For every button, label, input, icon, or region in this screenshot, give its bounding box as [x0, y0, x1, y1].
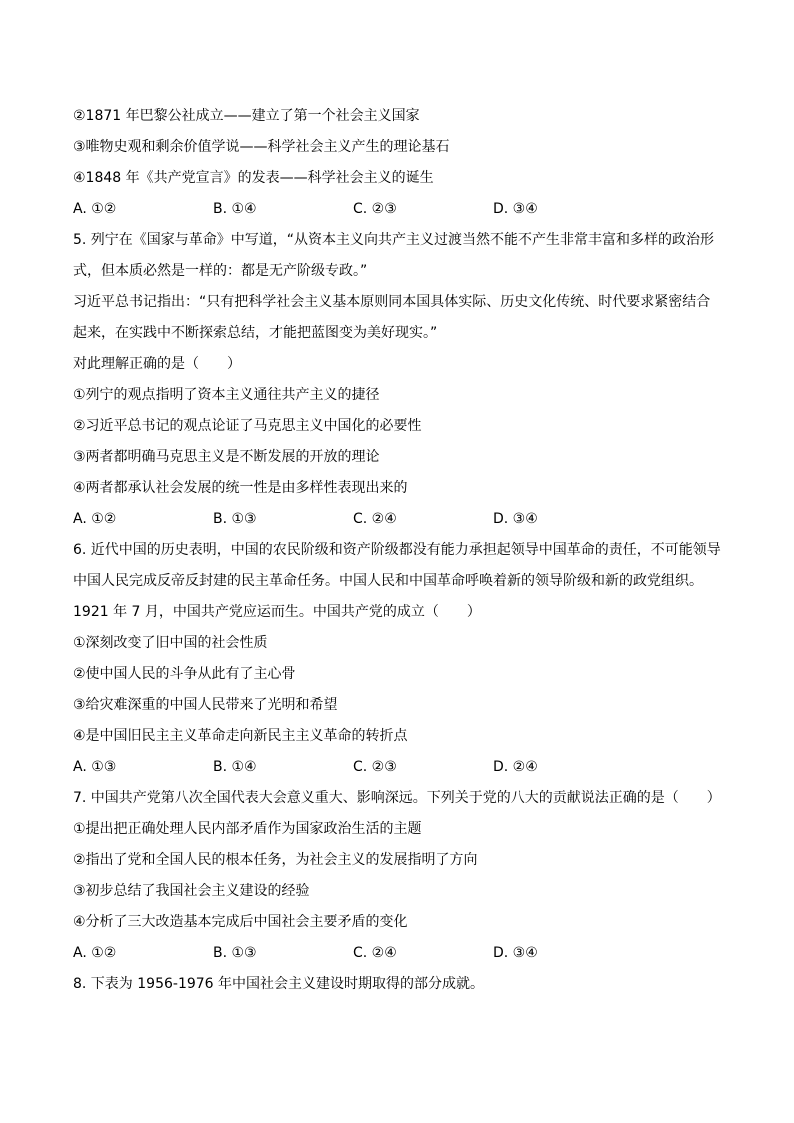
question-6-stem: 6. 近代中国的历史表明，中国的农民阶级和资产阶级都没有能力承担起领导中国革命的责任，不可能领导: [73, 542, 721, 558]
text-line: 中国人民完成反帝反封建的民主革命任务。中国人民和中国革命呼唤着新的领导阶级和新的政党组织。: [73, 573, 703, 589]
question-5-stem: 5. 列宁在《国家与革命》中写道，“从资本主义向共产主义过渡当然不能不产生非常丰富和多样的政治形: [73, 232, 715, 248]
option-b: B. ①④: [213, 759, 257, 775]
statement-2: ②指出了党和全国人民的根本任务，为社会主义的发展指明了方向: [73, 852, 478, 868]
option-b: B. ①③: [213, 511, 257, 527]
option-d: D. ③④: [493, 511, 538, 527]
text-line: ②1871 年巴黎公社成立——建立了第一个社会主义国家: [73, 108, 420, 124]
statement-1: ①深刻改变了旧中国的社会性质: [73, 635, 268, 651]
statement-3: ③两者都明确马克思主义是不断发展的开放的理论: [73, 449, 380, 465]
option-d: D. ③④: [493, 945, 538, 961]
statement-4: ④分析了三大改造基本完成后中国社会主要矛盾的变化: [73, 914, 408, 930]
text-line: ③唯物史观和剩余价值学说——科学社会主义产生的理论基石: [73, 139, 450, 155]
text-line: 式，但本质必然是一样的：都是无产阶级专政。”: [73, 263, 368, 279]
option-a: A. ①②: [73, 945, 117, 961]
statement-4: ④两者都承认社会发展的统一性是由多样性表现出来的: [73, 480, 408, 496]
statement-3: ③给灾难深重的中国人民带来了光明和希望: [73, 697, 338, 713]
statement-3: ③初步总结了我国社会主义建设的经验: [73, 883, 310, 899]
statement-4: ④是中国旧民主主义革命走向新民主主义革命的转折点: [73, 728, 408, 744]
q5-options: [73, 504, 733, 535]
option-a: A. ①②: [73, 201, 117, 217]
option-c: C. ②③: [353, 759, 397, 775]
option-c: C. ②④: [353, 511, 397, 527]
text-line: ④1848 年《共产党宣言》的发表——科学社会主义的诞生: [73, 170, 434, 186]
statement-1: ①提出把正确处理人民内部矛盾作为国家政治生活的主题: [73, 821, 422, 837]
document-page: [73, 101, 733, 1000]
statement-2: ②使中国人民的斗争从此有了主心骨: [73, 666, 296, 682]
question-8-stem: 8. 下表为 1956-1976 年中国社会主义建设时期取得的部分成就。: [73, 976, 485, 992]
option-b: B. ①④: [213, 201, 257, 217]
text-line: 对此理解正确的是（ ）: [73, 356, 241, 372]
question-7-stem: 7. 中国共产党第八次全国代表大会意义重大、影响深远。下列关于党的八大的贡献说法正确的是（ ）: [73, 790, 721, 806]
option-c: C. ②③: [353, 201, 397, 217]
statement-1: ①列宁的观点指明了资本主义通往共产主义的捷径: [73, 387, 380, 403]
option-c: C. ②④: [353, 945, 397, 961]
option-b: B. ①③: [213, 945, 257, 961]
option-a: A. ①②: [73, 511, 117, 527]
text-line: 习近平总书记指出：“只有把科学社会主义基本原则同本国具体实际、历史文化传统、时代要求紧密结合: [73, 294, 711, 310]
text-line: 1921 年 7 月，中国共产党应运而生。中国共产党的成立（ ）: [73, 604, 481, 620]
q4-options: [73, 194, 733, 225]
option-a: A. ①③: [73, 759, 117, 775]
option-d: D. ③④: [493, 201, 538, 217]
text-line: 起来，在实践中不断探索总结，才能把蓝图变为美好现实。”: [73, 325, 438, 341]
q6-options: [73, 752, 733, 783]
statement-2: ②习近平总书记的观点论证了马克思主义中国化的必要性: [73, 418, 422, 434]
q7-options: [73, 938, 733, 969]
option-d: D. ②④: [493, 759, 538, 775]
